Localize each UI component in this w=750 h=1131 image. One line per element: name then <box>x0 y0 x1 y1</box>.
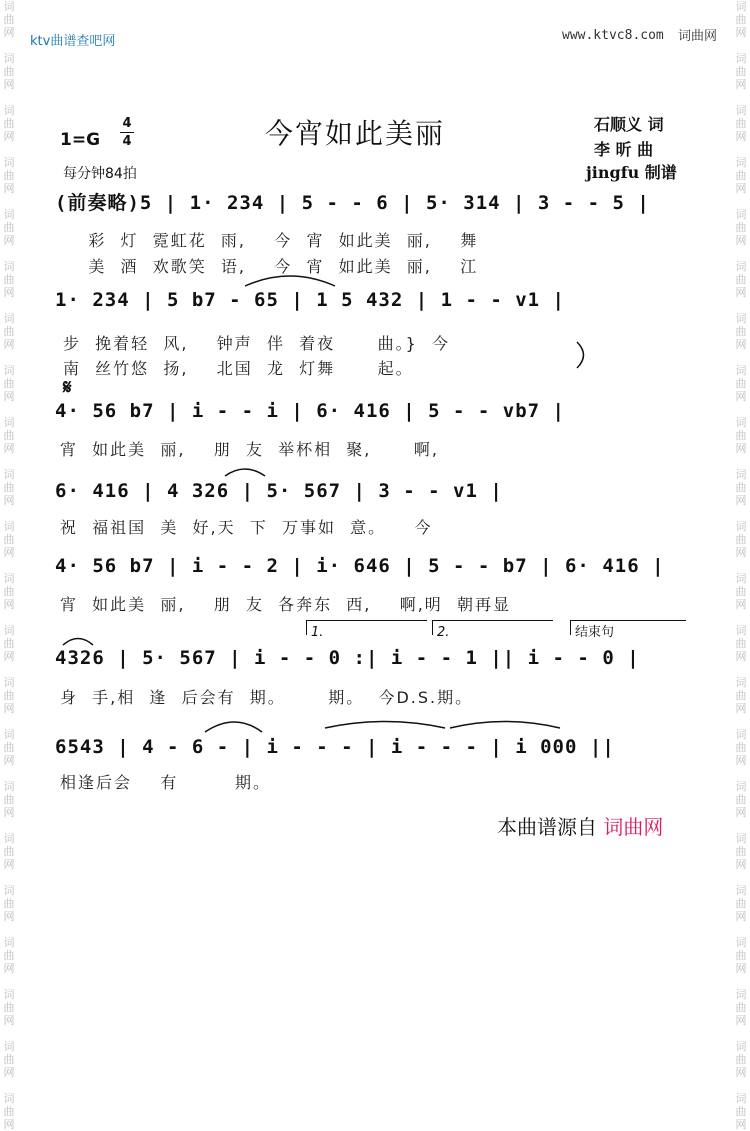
score-row-3-lyric: 宵 如此美 丽, 朋 友 举杯相 聚, 啊, <box>60 440 439 459</box>
score-row-4-lyric: 祝 福祖国 美 好,天 下 万事如 意。 今 <box>60 518 433 537</box>
score-row-2-lyric-2: 南 丝竹悠 扬, 北国 龙 灯舞 起。 <box>63 359 414 378</box>
tie-row7a <box>325 722 445 729</box>
score-row-6-notes: 4326 | 5· 567 | i - - 0 :| i - - 1 || i - - 0 | <box>55 647 640 669</box>
composer: 李 昕 曲 <box>594 140 654 159</box>
score-row-2-lyric-1: 步 挽着轻 风, 钟声 伴 着夜 曲。} 今 <box>63 334 450 353</box>
tempo: 每分钟84拍 <box>63 166 137 182</box>
score-row-6-lyric: 身 手,相 逢 后会有 期。 期。 今D.S.期。 <box>60 688 474 707</box>
footer-source <box>497 811 663 840</box>
slur-row6 <box>63 639 93 646</box>
brace-row2 <box>577 342 584 368</box>
tie-row7b <box>450 722 560 729</box>
volta-1-label: 1. <box>311 625 324 640</box>
time-top: 4 <box>122 116 132 131</box>
site-name-left[interactable]: ktv曲谱查吧网 <box>30 34 116 49</box>
site-name-right: 词曲网 <box>678 29 718 44</box>
slur-row2 <box>245 276 335 286</box>
segno-sign: 𝄋 <box>63 375 72 399</box>
slur-row7a <box>205 722 262 732</box>
slur-row4 <box>225 469 265 476</box>
score-row-1-lyric-1: 彩 灯 霓虹花 雨, 今 宵 如此美 丽, 舞 <box>60 231 479 250</box>
score-row-2-notes: 1· 234 | 5 b7 - 65 | 1 5 432 | 1 - - v1 | <box>55 289 565 311</box>
score-row-7-notes: 6543 | 4 - 6 - | i - - - | i - - - | i 000 || <box>55 736 615 758</box>
ending-label: 结束句 <box>575 625 615 640</box>
lyricist: 石顺义 词 <box>594 115 664 134</box>
site-url-right[interactable]: www.ktvc8.com <box>562 28 664 43</box>
footer-text: 本曲谱源自 <box>497 815 597 839</box>
score-row-3-notes: 4· 56 b7 | i - - i | 6· 416 | 5 - - vb7 | <box>55 400 565 422</box>
score-row-5-notes: 4· 56 b7 | i - - 2 | i· 646 | 5 - - b7 | 6· 416 | <box>55 555 665 577</box>
watermark-left: 词 曲 网 词 曲 网 词 曲 网 词 曲 网 词 曲 网 词 曲 网 词 曲 网 词 曲 网 词 曲 网 词 曲 网 词 曲 网 词 曲 网 词 曲 网 词 曲 网 词 曲 网 词 曲 网 词 曲 网 词 曲 网 词 曲 网 词 曲 网 词 曲 网 词 曲 网 <box>3 0 15 1131</box>
volta-2-label: 2. <box>437 625 450 640</box>
arranger: jingfu 制谱 <box>586 163 677 182</box>
score-row-1-notes: (前奏略)5 | 1· 234 | 5 - - 6 | 5· 314 | 3 - - 5 | <box>55 192 650 214</box>
key-signature: 1=G <box>60 130 101 150</box>
score-row-4-notes: 6· 416 | 4 326 | 5· 567 | 3 - - v1 | <box>55 480 503 502</box>
watermark-right: 词 曲 网 词 曲 网 词 曲 网 词 曲 网 词 曲 网 词 曲 网 词 曲 网 词 曲 网 词 曲 网 词 曲 网 词 曲 网 词 曲 网 词 曲 网 词 曲 网 词 曲 网 词 曲 网 词 曲 网 词 曲 网 词 曲 网 词 曲 网 词 曲 网 词 曲 网 <box>735 0 747 1131</box>
time-bottom: 4 <box>122 134 132 149</box>
score-row-5-lyric: 宵 如此美 丽, 朋 友 各奔东 西, 啊,明 朝再显 <box>60 595 511 614</box>
score-row-1-lyric-2: 美 酒 欢歌笑 语, 今 宵 如此美 丽, 江 <box>60 257 479 276</box>
song-title: 今宵如此美丽 <box>265 117 446 150</box>
score-row-7-lyric: 相逢后会 有 期。 <box>60 773 272 792</box>
footer-site-link[interactable]: 词曲网 <box>603 815 664 839</box>
